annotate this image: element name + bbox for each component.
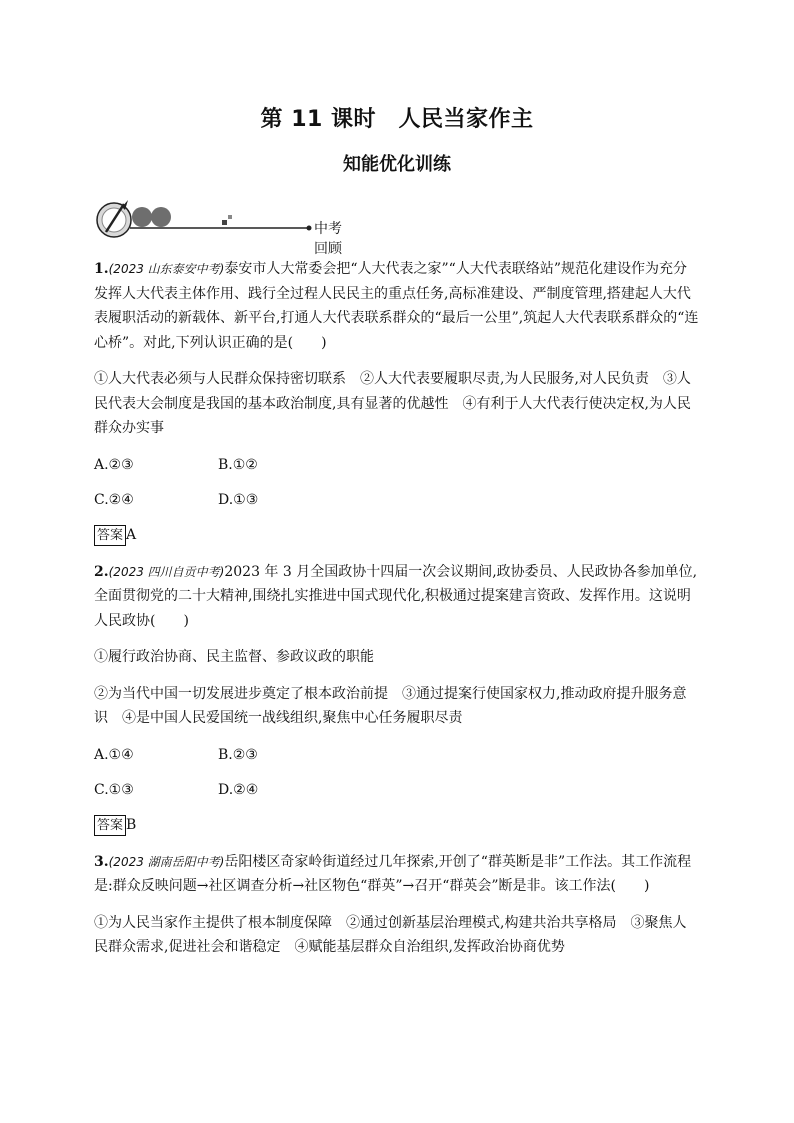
answer-label: 答案 bbox=[94, 815, 126, 836]
question-number: 2. bbox=[94, 563, 109, 580]
question-1-options: ①人大代表必须与人民群众保持密切联系 ②人大代表要履职尽责,为人民服务,对人民负责 ③人民代表大会制度是我国的基本政治制度,具有显著的优越性 ④有利于人大代表行使决定权,为人民群众办实事 bbox=[94, 371, 691, 436]
choice-a: A.②③ bbox=[94, 456, 134, 473]
answer-label: 答案 bbox=[94, 525, 126, 546]
section-header bbox=[94, 198, 354, 257]
choice-c: C.①③ bbox=[94, 781, 134, 798]
choice-row bbox=[94, 488, 700, 510]
question-stem: 泰安市人大常委会把“人大代表之家”“人大代表联络站”规范化建设作为充分发挥人大代表主体作用、践行全过程人民民主的重点任务,高标准建设、严制度管理,搭建起人大代表履职活动的新载体、新平台,打通人大代表联系群众的“最后一公里”,筑起人大代表联系群众的“连心桥”。对此,下列认识正确的是( ) bbox=[94, 261, 699, 351]
answer-2 bbox=[94, 813, 700, 837]
question-source: (2023 山东泰安中考) bbox=[108, 262, 225, 276]
section-title: 知能优化训练 bbox=[343, 154, 451, 175]
question-list bbox=[94, 257, 700, 972]
question-3 bbox=[94, 850, 700, 899]
question-stem: 岳阳楼区奇家岭街道经过几年探索,开创了“群英断是非”工作法。其工作流程是:群众反映问题→社区调查分析→社区物色“群英”→召开“群英会”断是非。该工作法( ) bbox=[94, 853, 692, 894]
question-number: 3. bbox=[94, 853, 109, 870]
question-2-option-1: ①履行政治协商、民主监督、参政议政的职能 bbox=[94, 649, 374, 665]
question-stem: 2023 年 3 月全国政协十四届一次会议期间,政协委员、人民政协各参加单位,全面贯彻党的二十大精神,围绕扎实推进中国式现代化,积极通过提案建言资政、发挥作用。这说明人民政协( ) bbox=[94, 563, 698, 629]
question-number: 1. bbox=[94, 261, 109, 277]
question-source: (2023 湖南岳阳中考) bbox=[108, 854, 225, 869]
question-2 bbox=[94, 560, 700, 634]
lesson-title: 第 11 课时 人民当家作主 bbox=[260, 107, 534, 132]
answer-value: B bbox=[126, 816, 137, 833]
paintbrush-banner-icon bbox=[94, 198, 324, 242]
choice-b: B.②③ bbox=[218, 746, 258, 763]
question-source: (2023 四川自贡中考) bbox=[108, 564, 225, 579]
choice-row bbox=[94, 453, 700, 475]
section-header-label: 中考回顾 bbox=[314, 221, 342, 257]
choice-d: D.②④ bbox=[218, 781, 259, 798]
choice-row bbox=[94, 743, 700, 765]
answer-value: A bbox=[126, 526, 137, 543]
choice-row bbox=[94, 778, 700, 800]
choice-c: C.②④ bbox=[94, 491, 134, 508]
question-2-options-2-4: ②为当代中国一切发展进步奠定了根本政治前提 ③通过提案行使国家权力,推动政府提升服务意识 ④是中国人民爱国统一战线组织,聚焦中心任务履职尽责 bbox=[94, 685, 687, 726]
question-3-options: ①为人民当家作主提供了根本制度保障 ②通过创新基层治理模式,构建共治共享格局 ③聚焦人民群众需求,促进社会和谐稳定 ④赋能基层群众自治组织,发挥政治协商优势 bbox=[94, 914, 687, 955]
choice-a: A.①④ bbox=[94, 746, 134, 763]
answer-1 bbox=[94, 523, 700, 547]
choice-b: B.①② bbox=[218, 456, 258, 473]
question-1 bbox=[94, 257, 700, 355]
choice-d: D.①③ bbox=[218, 491, 259, 508]
